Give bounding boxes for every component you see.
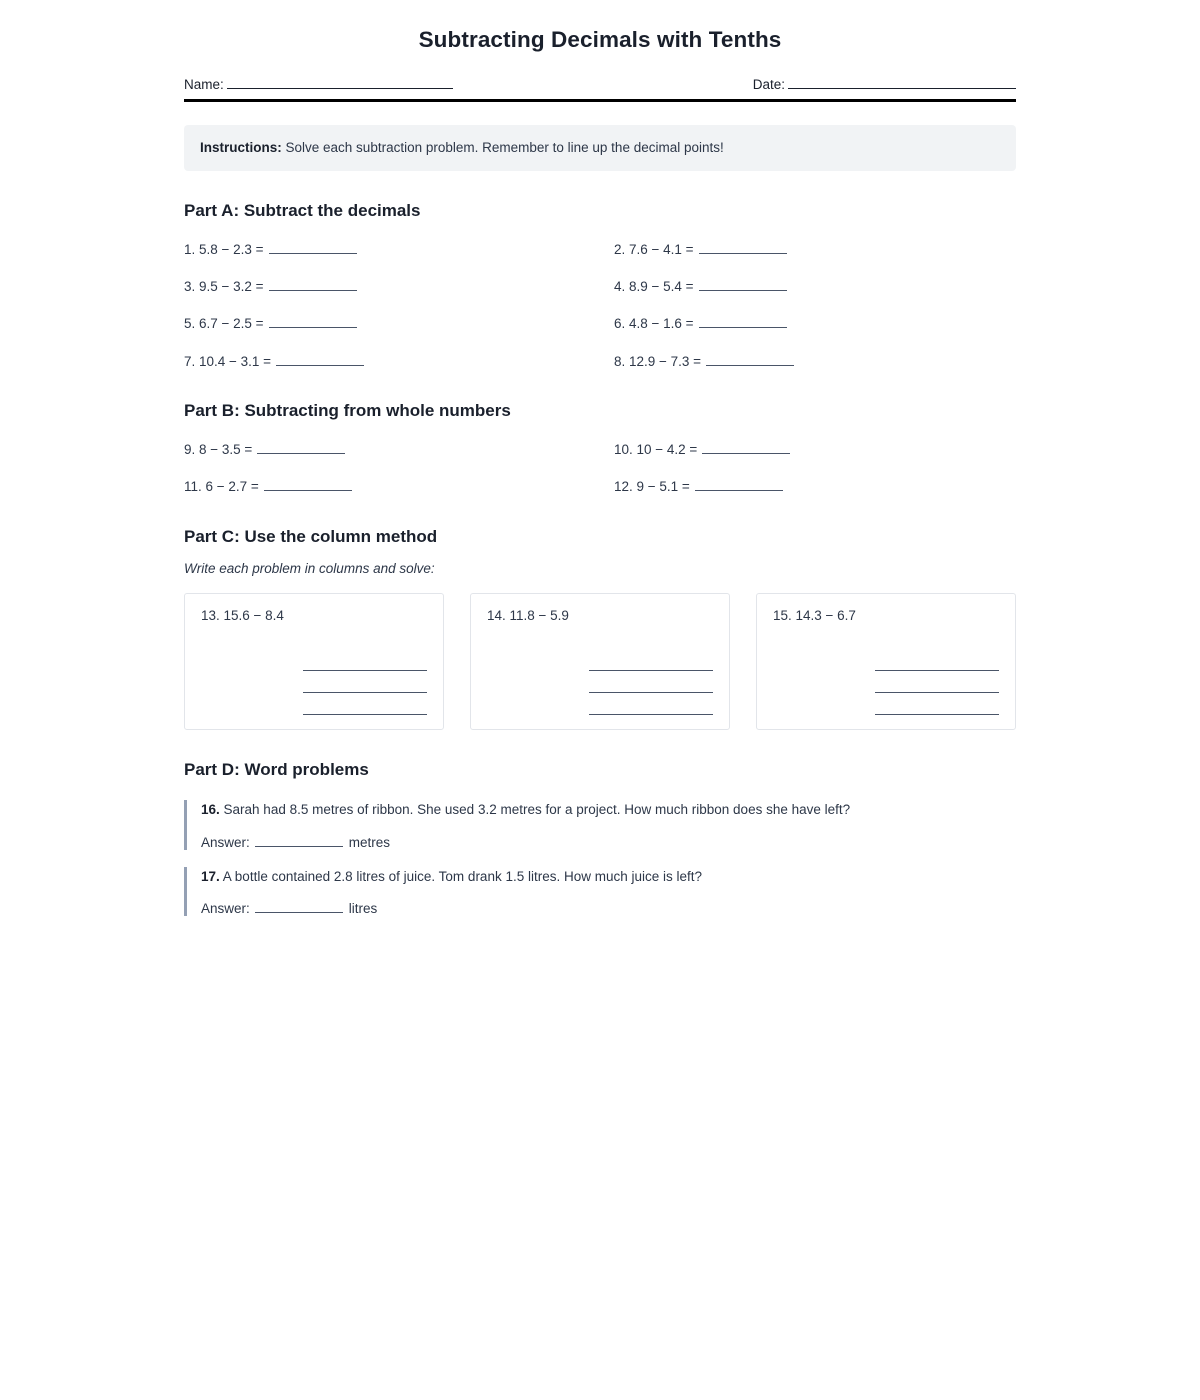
problem-text: 7. 10.4 − 3.1 = bbox=[184, 353, 272, 369]
answer-unit: metres bbox=[348, 834, 391, 850]
work-line[interactable] bbox=[303, 670, 427, 671]
work-line[interactable] bbox=[589, 692, 713, 693]
work-line[interactable] bbox=[875, 714, 999, 715]
problem-item bbox=[614, 353, 1016, 371]
instructions-banner bbox=[184, 125, 1016, 171]
date-label: Date: bbox=[752, 77, 785, 92]
problem-item bbox=[184, 353, 614, 371]
part-a-heading: Part A: Subtract the decimals bbox=[184, 200, 421, 220]
date-field[interactable] bbox=[753, 75, 1016, 92]
problem-item bbox=[614, 441, 1016, 459]
answer-label: Answer: bbox=[201, 834, 250, 850]
problem-text: 9. 8 − 3.5 = bbox=[184, 442, 253, 458]
word-problem-item bbox=[184, 867, 1016, 916]
part-a-problem-grid bbox=[184, 241, 1016, 371]
problem-text: 5. 6.7 − 2.5 = bbox=[184, 316, 264, 332]
instructions-text: Solve each subtraction problem. Remember to line up the decimal points! bbox=[281, 140, 724, 155]
answer-blank[interactable] bbox=[695, 478, 783, 491]
problem-item bbox=[614, 241, 1016, 259]
name-write-line[interactable] bbox=[227, 75, 453, 89]
word-problem-text bbox=[201, 867, 1016, 887]
work-line[interactable] bbox=[303, 714, 427, 715]
problem-item bbox=[184, 441, 614, 459]
name-field[interactable] bbox=[184, 75, 453, 92]
problem-text: 6. 4.8 − 1.6 = bbox=[614, 316, 694, 332]
column-problem-text: 14. 11.8 − 5.9 bbox=[487, 608, 569, 624]
answer-blank[interactable] bbox=[276, 353, 364, 366]
part-c-box-row bbox=[184, 593, 1016, 730]
problem-text: 11. 6 − 2.7 = bbox=[184, 479, 259, 495]
word-problem-body: Sarah had 8.5 metres of ribbon. She used 3.2 metres for a project. How much ribbon does she have left? bbox=[219, 802, 851, 818]
problem-item bbox=[184, 278, 614, 296]
answer-blank[interactable] bbox=[699, 315, 787, 328]
answer-blank[interactable] bbox=[706, 353, 794, 366]
column-work-lines bbox=[773, 670, 999, 717]
problem-text: 2. 7.6 − 4.1 = bbox=[614, 241, 694, 257]
problem-item bbox=[184, 315, 614, 333]
word-problem-answer-row bbox=[201, 900, 1016, 916]
problem-text: 8. 12.9 − 7.3 = bbox=[614, 353, 702, 369]
part-b-problem-grid bbox=[184, 441, 1016, 496]
work-line[interactable] bbox=[303, 692, 427, 693]
column-problem-text: 15. 14.3 − 6.7 bbox=[773, 608, 856, 624]
word-problem-number: 17. bbox=[201, 868, 220, 884]
word-problem-answer-row bbox=[201, 834, 1016, 850]
answer-blank[interactable] bbox=[255, 834, 343, 847]
problem-text: 3. 9.5 − 3.2 = bbox=[184, 279, 264, 295]
problem-text: 10. 10 − 4.2 = bbox=[614, 442, 698, 458]
word-problem-item bbox=[184, 800, 1016, 849]
part-c-note: Write each problem in columns and solve: bbox=[184, 561, 435, 577]
work-line[interactable] bbox=[875, 692, 999, 693]
column-work-lines bbox=[487, 670, 713, 717]
column-work-lines bbox=[201, 670, 427, 717]
word-problem-body: A bottle contained 2.8 litres of juice. Tom drank 1.5 litres. How much juice is left? bbox=[219, 868, 703, 884]
answer-blank[interactable] bbox=[269, 278, 357, 291]
answer-blank[interactable] bbox=[699, 278, 787, 291]
problem-item bbox=[614, 278, 1016, 296]
header-divider bbox=[184, 99, 1016, 102]
instructions-label: Instructions: bbox=[200, 140, 282, 155]
date-write-line[interactable] bbox=[788, 75, 1016, 89]
problem-text: 4. 8.9 − 5.4 = bbox=[614, 279, 694, 295]
answer-blank[interactable] bbox=[255, 900, 343, 913]
part-b-heading: Part B: Subtracting from whole numbers bbox=[184, 400, 511, 420]
column-method-box[interactable] bbox=[470, 593, 730, 730]
answer-blank[interactable] bbox=[702, 441, 790, 454]
part-c-heading: Part C: Use the column method bbox=[184, 526, 438, 546]
work-line[interactable] bbox=[589, 714, 713, 715]
problem-item bbox=[184, 478, 614, 496]
problem-item bbox=[614, 478, 1016, 496]
name-date-row bbox=[184, 75, 1016, 99]
work-line[interactable] bbox=[589, 670, 713, 671]
answer-blank[interactable] bbox=[269, 241, 357, 254]
problem-item bbox=[614, 315, 1016, 333]
column-method-box[interactable] bbox=[184, 593, 444, 730]
word-problem-text bbox=[201, 800, 1016, 820]
problem-item bbox=[184, 241, 614, 259]
answer-unit: litres bbox=[348, 900, 378, 916]
word-problem-number: 16. bbox=[201, 802, 220, 818]
column-problem-text: 13. 15.6 − 8.4 bbox=[201, 608, 284, 624]
answer-blank[interactable] bbox=[257, 441, 345, 454]
answer-blank[interactable] bbox=[269, 315, 357, 328]
part-d-heading: Part D: Word problems bbox=[184, 760, 369, 780]
answer-blank[interactable] bbox=[699, 241, 787, 254]
answer-label: Answer: bbox=[201, 900, 250, 916]
name-label: Name: bbox=[184, 77, 224, 92]
answer-blank[interactable] bbox=[264, 478, 352, 491]
work-line[interactable] bbox=[875, 670, 999, 671]
problem-text: 12. 9 − 5.1 = bbox=[614, 479, 690, 495]
page-title: Subtracting Decimals with Tenths bbox=[418, 27, 782, 52]
column-method-box[interactable] bbox=[756, 593, 1016, 730]
problem-text: 1. 5.8 − 2.3 = bbox=[184, 241, 264, 257]
